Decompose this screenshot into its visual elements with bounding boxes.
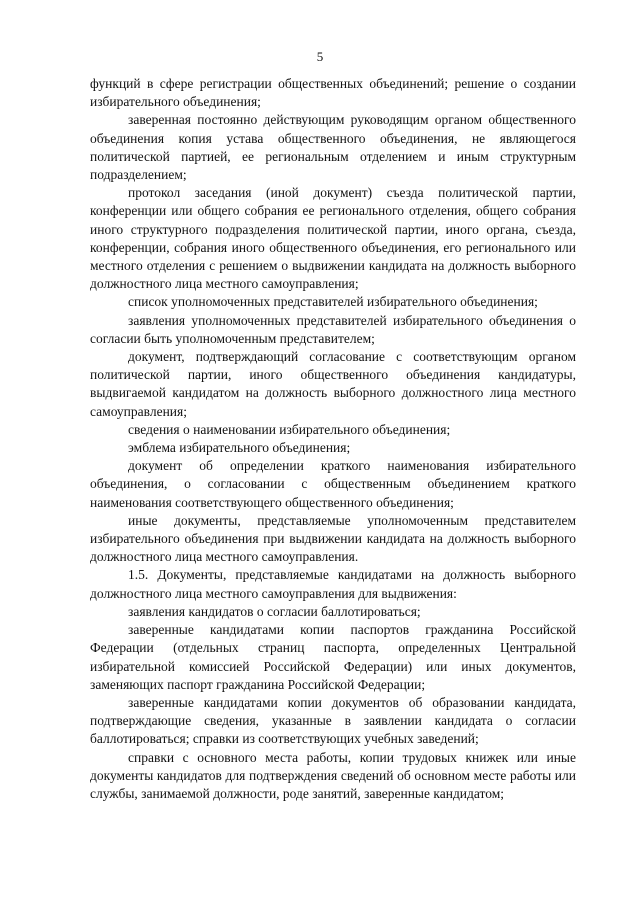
paragraph-emblem: эмблема избирательного объединения; (128, 440, 351, 456)
paragraph-other-documents: иные документы, представляемые уполномоченным представителем избирательного объединения при выдвижении кандидата на должность выборного должностного лица местного самоуправления. (90, 512, 576, 565)
paragraph-approval-document: документ, подтверждающий согласование с соответствующим органом политической партии, иного общественного объединения кандидатуры, выдвигаемой кандидатом на должность выборного должностного лица местного самоуправления; (90, 349, 576, 419)
paragraph-education-copies: заверенные кандидатами копии документов об образовании кандидата, подтверждающие сведения, указанные в заявлении кандидата о согласии баллотироваться; справки из соответствующих учебных заведений; (90, 694, 576, 747)
paragraph-passport-copies: заверенные кандидатами копии паспортов гражданина Российской Федерации (отдельных страниц паспорта, определенных Центральной избирательной комиссией Российской Федерации) или иных документов, заменяющих паспорт гражданина Российской Федерации; (90, 622, 576, 692)
paragraph-name-info: сведения о наименовании избирательного объединения; (128, 421, 451, 437)
paragraph-representatives-statements: заявления уполномоченных представителей избирательного объединения о согласии быть уполномоченным представителем; (90, 312, 576, 346)
paragraph-consent-statements: заявления кандидатов о согласии баллотироваться; (128, 603, 421, 619)
paragraph-continuation: функций в сфере регистрации общественных объединений; решение о создании избирательного объединения; (90, 76, 576, 110)
page-number: 5 (316, 49, 324, 64)
paragraph-employment-certificates: справки с основного места работы, копии трудовых книжек или иные документы кандидатов для подтверждения сведений об основном месте работы или службы, занимаемой должности, роде занятий, заверенные кандидатом; (90, 749, 576, 801)
paragraph-meeting-protocol: протокол заседания (иной документ) съезда политической партии, конференции или общего собрания ее регионального отделения, общего собрания иного структурного подразделения политической партии, иного органа, съезда, конференции, собрания иного общественного объединения, его регионального или местного отделения с решением о выдвижении кандидата на должность выборного должностного лица местного самоуправления; (90, 185, 576, 292)
paragraph-short-name: документ об определении краткого наименования избирательного объединения, о согласовании с общественным объединением краткого наименования соответствующего общественного объединения; (90, 458, 576, 510)
document-body (90, 75, 576, 803)
paragraph-section-1-5: 1.5. Документы, представляемые кандидатами на должность выборного должностного лица местного самоуправления для выдвижения: (90, 567, 576, 601)
paragraph-representatives-list: список уполномоченных представителей избирательного объединения; (128, 294, 538, 310)
paragraph-charter-copy: заверенная постоянно действующим руководящим органом общественного объединения копия устава общественного объединения, не являющегося политической партией, ее региональным отделением и иным структурным подразделением; (90, 112, 576, 183)
